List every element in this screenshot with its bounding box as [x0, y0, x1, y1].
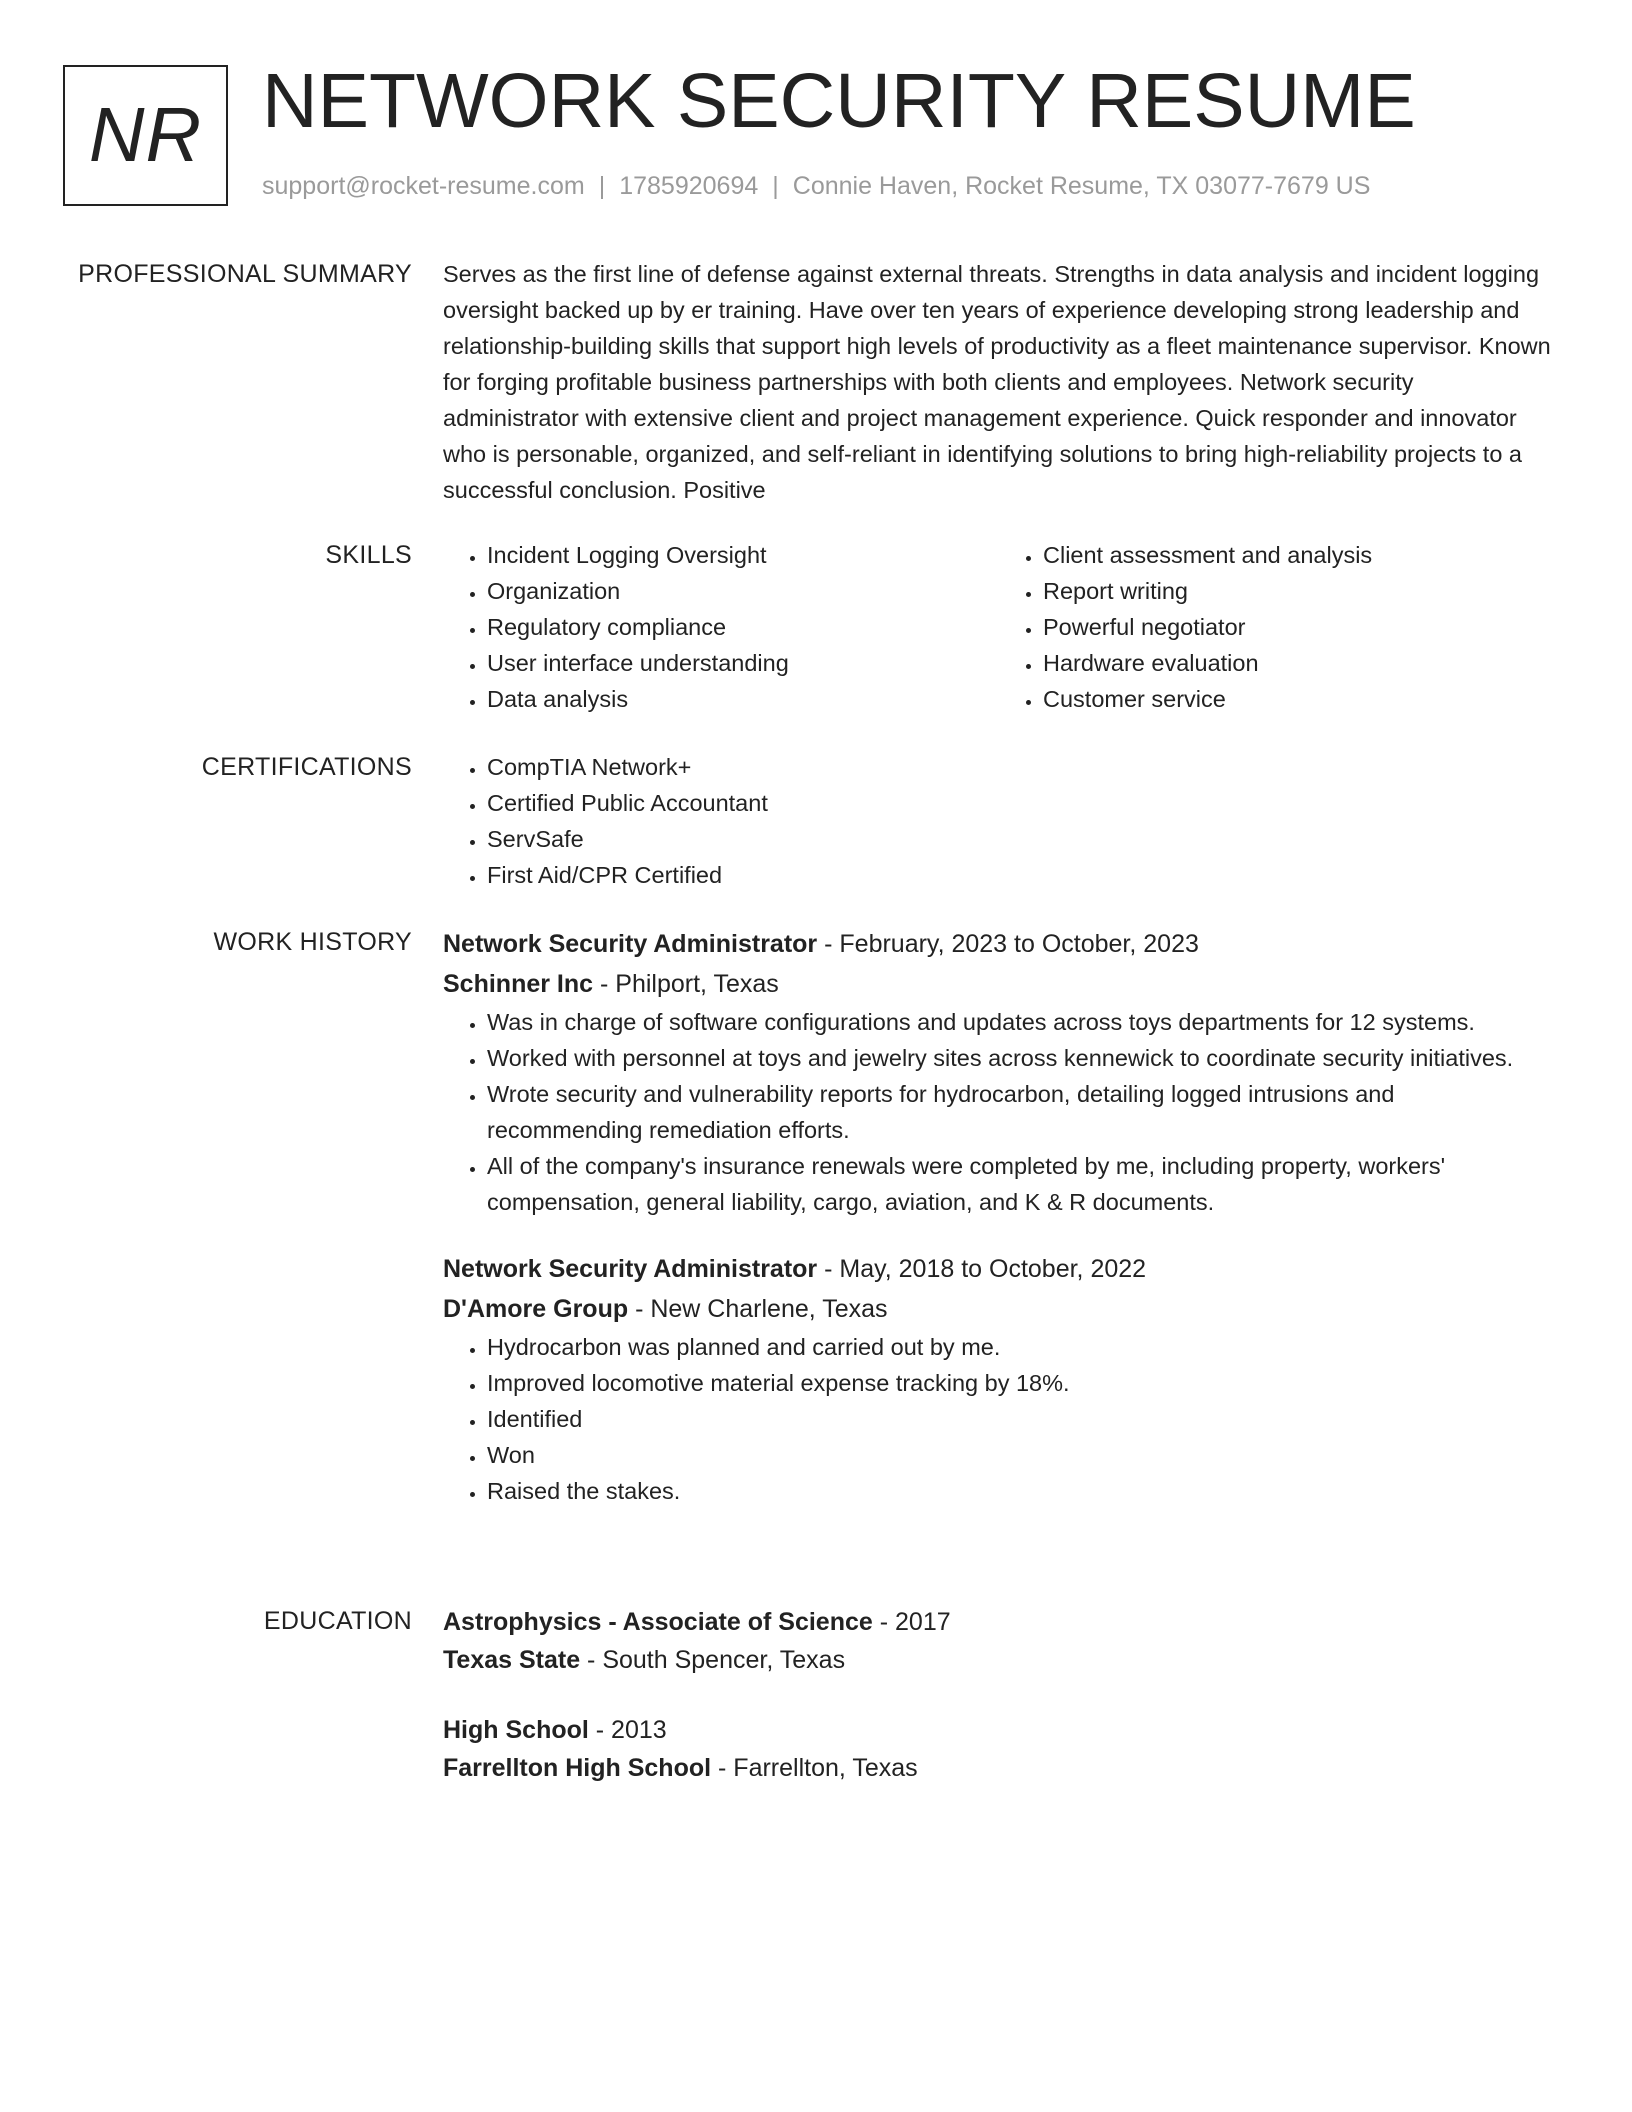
job-company: D'Amore Group: [443, 1295, 629, 1323]
job-title-line: [443, 1249, 1555, 1289]
job-bullet: • Identified: [487, 1401, 1555, 1437]
job-company-line: [443, 964, 1555, 1004]
education-degree: High School: [443, 1716, 589, 1744]
job-bullets: [443, 1004, 1555, 1220]
job-bullet: • Raised the stakes.: [487, 1473, 1555, 1509]
job-entry: [443, 1249, 1555, 1509]
skill-item: • Client assessment and analysis: [1043, 537, 1555, 573]
skills-grid: [443, 537, 1555, 717]
contact-line: [262, 172, 1370, 201]
contact-phone[interactable]: 1785920694: [619, 172, 759, 200]
monogram-logo: NR: [63, 65, 228, 206]
education-degree-line: [443, 1711, 1555, 1749]
job-title: Network Security Administrator: [443, 1255, 818, 1283]
education-entry: [443, 1711, 1555, 1787]
education-location: - South Spencer, Texas: [580, 1646, 846, 1674]
job-title-line: [443, 924, 1555, 964]
skill-item: • Customer service: [1043, 681, 1555, 717]
skills-list-right: [999, 537, 1555, 717]
certification-item: • ServSafe: [487, 821, 1555, 857]
job-bullet: • All of the company's insurance renewals were completed by me, including property, workers' compensation, general liability, cargo, aviation, and K & R documents.: [487, 1148, 1555, 1220]
education-school-line: [443, 1641, 1555, 1679]
job-bullet: • Worked with personnel at toys and jewelry sites across kennewick to coordinate security initiatives.: [487, 1040, 1555, 1076]
job-company: Schinner Inc: [443, 970, 594, 998]
job-bullet: • Was in charge of software configurations and updates across toys departments for 12 systems.: [487, 1004, 1555, 1040]
skill-item: • Data analysis: [487, 681, 999, 717]
summary-text: Serves as the first line of defense against external threats. Strengths in data analysis and incident logging oversight backed up by er training. Have over ten years of experience developing strong leadership and relationship-building skills that support high levels of productivity as a fleet maintenance supervisor. Known for forging profitable business partnerships with both clients and employees. Network security administrator with extensive client and project management experience. Quick responder and innovator who is personable, organized, and self-reliant in identifying solutions to bring high-reliability projects to a successful conclusion. Positive: [443, 261, 1551, 503]
contact-email[interactable]: support@rocket-resume.com: [262, 172, 585, 200]
job-bullet: • Won: [487, 1437, 1555, 1473]
section-content: [443, 749, 1555, 893]
section-content: [443, 256, 1555, 508]
section-content: [443, 1603, 1555, 1787]
education-school: Farrellton High School: [443, 1754, 712, 1782]
skill-item: • Organization: [487, 573, 999, 609]
job-dates: - May, 2018 to October, 2022: [817, 1255, 1147, 1283]
certification-item: • First Aid/CPR Certified: [487, 857, 1555, 893]
job-dates: - February, 2023 to October, 2023: [817, 930, 1199, 958]
section-content: [443, 924, 1555, 1509]
contact-separator: |: [598, 172, 606, 200]
contact-separator: |: [772, 172, 779, 200]
certification-item: • Certified Public Accountant: [487, 785, 1555, 821]
education-location: - Farrellton, Texas: [711, 1754, 918, 1782]
section-heading: WORK HISTORY: [213, 928, 412, 956]
skill-item: • User interface understanding: [487, 645, 999, 681]
job-company-line: [443, 1289, 1555, 1329]
job-bullet: • Wrote security and vulnerability reports for hydrocarbon, detailing logged intrusions and recommending remediation efforts.: [487, 1076, 1555, 1148]
skill-item: • Report writing: [1043, 573, 1555, 609]
job-bullet: • Hydrocarbon was planned and carried out by me.: [487, 1329, 1555, 1365]
education-degree: Astrophysics - Associate of Science: [443, 1608, 873, 1636]
job-bullets: [443, 1329, 1555, 1509]
job-location: - New Charlene, Texas: [628, 1295, 888, 1323]
education-degree-line: [443, 1603, 1555, 1641]
education-school: Texas State: [443, 1646, 581, 1674]
job-bullet: • Improved locomotive material expense tracking by 18%.: [487, 1365, 1555, 1401]
skill-item: • Regulatory compliance: [487, 609, 999, 645]
section-heading: PROFESSIONAL SUMMARY: [78, 260, 412, 288]
section-heading: EDUCATION: [263, 1607, 412, 1635]
resume-title: NETWORK SECURITY RESUME: [262, 58, 1416, 144]
education-year: - 2013: [588, 1716, 667, 1744]
contact-address: Connie Haven, Rocket Resume, TX 03077-7679 US: [792, 172, 1371, 200]
skill-item: • Incident Logging Oversight: [487, 537, 999, 573]
job-title: Network Security Administrator: [443, 930, 818, 958]
skill-item: • Powerful negotiator: [1043, 609, 1555, 645]
job-location: - Philport, Texas: [593, 970, 779, 998]
education-entry: [443, 1603, 1555, 1679]
section-heading: SKILLS: [325, 541, 412, 569]
section-heading: CERTIFICATIONS: [201, 753, 412, 781]
education-school-line: [443, 1749, 1555, 1787]
certifications-list: [443, 749, 1555, 893]
education-year: - 2017: [872, 1608, 951, 1636]
job-entry: [443, 924, 1555, 1220]
skill-item: • Hardware evaluation: [1043, 645, 1555, 681]
certification-item: • CompTIA Network+: [487, 749, 1555, 785]
skills-list-left: [443, 537, 999, 717]
